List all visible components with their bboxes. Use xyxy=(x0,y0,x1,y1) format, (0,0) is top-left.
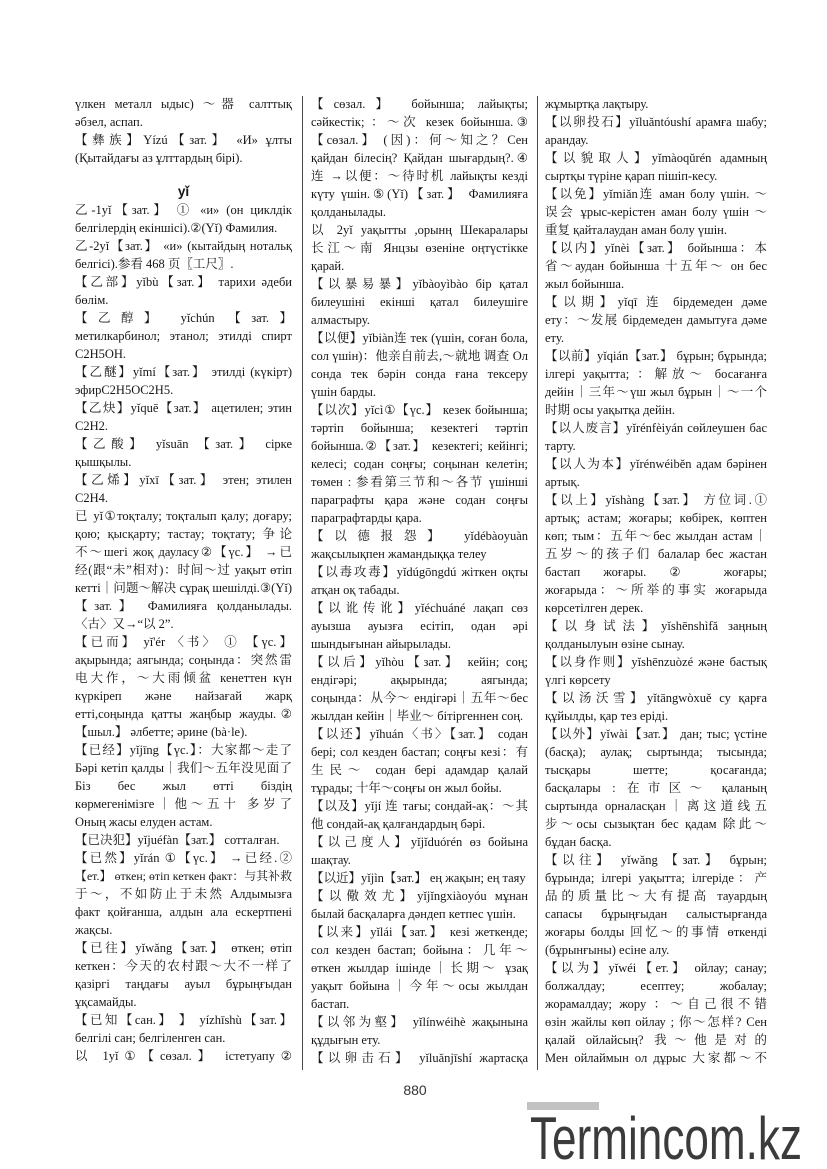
dictionary-entry xyxy=(311,401,528,527)
entry-line: 【以身作则】yǐshēnzuòzé және бастық xyxy=(545,655,767,669)
dictionary-entry xyxy=(545,113,767,149)
entry-line: (басқа); аулақ; сыртында; тысында; xyxy=(545,745,767,759)
dictionary-entry xyxy=(311,275,528,329)
dictionary-entry xyxy=(311,599,528,653)
logo-text: Termincom.kz xyxy=(530,1105,802,1166)
entry-line: 【已往】yǐwǎng【зат.】 өткен; өтіп xyxy=(75,941,292,955)
entry-line: қазіргі таңдағы ауыл бұрыңғыдан xyxy=(75,977,292,991)
entry-line: 【以讹传讹】yǐéchuáné лақап сөз xyxy=(311,601,528,615)
entry-line: құдығын ету. xyxy=(311,1033,381,1047)
entry-line: 生民～ содан бері адамдар қалай xyxy=(311,763,528,777)
entry-line: C2H5OH. xyxy=(75,347,127,361)
entry-line: жылдан кейін｜毕业～ бітіргеннен соң. xyxy=(311,709,524,723)
dictionary-entry xyxy=(311,887,528,923)
entry-line: 【以邻为壑】 yǐlínwéihè жақынына xyxy=(311,1015,528,1029)
entry-line: (Қытайдағы аз ұлттардың бірі). xyxy=(75,151,243,165)
entry-line: 【以往】 yǐwǎng 【зат.】 бұрын; xyxy=(545,853,767,867)
entry-line: атқан оқ табады. xyxy=(311,583,400,597)
dictionary-entry xyxy=(75,471,292,507)
entry-line: 【шыл.】 әлбетте; әрине (bà·le). xyxy=(75,725,248,739)
entry-line: 长江～南 Янцзы өзеніне оңтүстікке xyxy=(311,241,528,255)
entry-line: Бәрі кетіп қалды｜我们～五年没见面了 xyxy=(75,761,292,775)
entry-line: белгісі).参看 468 页〖工尺〗. xyxy=(75,257,234,271)
entry-line: әбзел, аспап. xyxy=(75,115,143,129)
entry-line: 【彝族】Yízú【зат.】 «И» ұлты xyxy=(75,133,292,147)
entry-line: үлкен металл ыдыс) ～器 салттық xyxy=(75,97,292,111)
dictionary-entry xyxy=(75,237,292,273)
dictionary-entry xyxy=(75,309,292,363)
entry-line: 【以貌取人】yǐmàoqǔrén адамның xyxy=(545,151,767,165)
entry-line: қарай. xyxy=(311,259,345,273)
dictionary-entry xyxy=(311,869,528,887)
dictionary-entry xyxy=(75,95,292,131)
entry-line: бастап жоғары. ② жоғары; xyxy=(545,565,767,579)
dictionary-entry xyxy=(545,347,767,419)
entry-line: 【以毒攻毒】yǐdúgōngdú жіткен оқты xyxy=(311,565,528,579)
entry-line: 【以内】yǐnèi【зат.】 бойынша：本 xyxy=(545,241,767,255)
entry-line: бұрында; ілгері уақытта; ілгеріде：产 xyxy=(545,871,767,885)
entry-line: 【以上】yǐshàng【зат.】 方位词.① xyxy=(545,493,767,507)
dictionary-entry xyxy=(545,455,767,491)
entry-line: 【以来】yǐlái【зат.】 кезі жеткенде; xyxy=(311,925,528,939)
entry-line: қолданылуын өзіне сынау. xyxy=(545,637,685,651)
entry-line: 连 →以便：～待时机 лайықты кезді xyxy=(311,169,528,183)
entry-line: өткен жылдар ішінде｜长期～ ұзақ xyxy=(311,961,528,975)
dictionary-entry xyxy=(311,797,528,833)
dictionary-entry xyxy=(75,741,292,831)
entry-line: ету：～发展 бірдемеден дамытуға дәме xyxy=(545,313,767,327)
entry-line: төмен : 参看第三节和～各节 үшінші xyxy=(311,475,528,489)
dictionary-entry xyxy=(311,1013,528,1049)
column-rule xyxy=(302,96,303,1070)
entry-line: 【以人废言】yǐrénfèiyán сөйлеушен бас xyxy=(545,421,767,435)
entry-line: 经(跟“未”相对)：时间～过 уақыт өтіп xyxy=(75,563,292,577)
entry-line: бастап. xyxy=(311,997,350,1011)
entry-line: ақырында; аягында; соңында：突然雷 xyxy=(75,653,292,667)
entry-line: сәйкестік; ：～次 кезек бойынша.③ xyxy=(311,115,528,129)
entry-line: 【乙炔】yǐquē【зат.】 ацетилен; этин xyxy=(75,401,292,415)
dictionary-entry xyxy=(75,507,292,633)
entry-line: 【以己度人】yǐjǐduórén өз бойына xyxy=(311,835,528,849)
dictionary-entry xyxy=(75,273,292,309)
entry-line: келесі; содан соңғы; соңынан келетін; xyxy=(311,457,528,471)
entry-line: 时期 осы уақытқа дейін. xyxy=(545,403,675,417)
entry-line: ендігәрі; ақырында; аягында; xyxy=(311,673,528,687)
entry-line: сонда тек бәрін сонда ғана тексеру xyxy=(311,367,528,381)
dictionary-entry xyxy=(75,131,292,167)
entry-line: 【以期】yǐqī 连 бірдемеден дәме xyxy=(545,295,767,309)
entry-line: артық; астам; жоғары; көбірек, көптен xyxy=(545,511,767,525)
entry-line: 乙-2yǐ【зат.】 «и» (кытайдың нотальқ xyxy=(75,239,292,253)
dictionary-entry xyxy=(545,239,767,293)
entry-line: Біз бес жыл өтті біздің xyxy=(75,779,292,793)
termincom-logo xyxy=(520,1096,816,1166)
entry-line: факт қойғанша, алдын ала ескертпені xyxy=(75,905,292,919)
entry-line: сол үшін)：他亲自前去,～就地 调查 Ол xyxy=(311,349,528,363)
dictionary-entry xyxy=(545,653,767,689)
dictionary-entry xyxy=(545,95,767,113)
entry-line: жақсылықпен жамандыққа телеу xyxy=(311,547,487,561)
entry-line: етті,соңында қатты жаңбыр жауды.② xyxy=(75,707,292,721)
entry-line: қайдан білесің? Қайдан шығардың?.④ xyxy=(311,151,528,165)
entry-line: 【已经】yǐjīng【үс.】：大家都～走了 xyxy=(75,743,292,757)
entry-line: арандау. xyxy=(545,133,589,147)
entry-line: 【以便】yǐbiàn连 тек (үшін, соған бола, xyxy=(311,331,528,345)
entry-line: 【以为】yǐwéi【ет.】 ойлау; санау; xyxy=(545,961,767,975)
entry-line: ауызша ауызға есітіп, одан әрі xyxy=(311,619,528,633)
column-left xyxy=(75,95,292,1065)
entry-line: шындығынан айырылады. xyxy=(311,637,452,651)
dictionary-entry xyxy=(545,959,767,1067)
entry-line: дейін｜三年～үш жыл бұрын｜～一个 xyxy=(545,385,767,399)
entry-line: қалай ойлайсың? 我～他是对的 xyxy=(545,1033,767,1047)
entry-line: Мен ойлаймын ол дұрыс 大家都～不 xyxy=(545,1051,767,1065)
entry-line: 重复 қайталаудан аман болу үшін. xyxy=(545,223,728,237)
entry-line: Оның жасы елуден астам. xyxy=(75,815,213,829)
section-heading: yǐ xyxy=(177,184,190,199)
entry-line: 五岁～的孩子们 балалар бес жастан xyxy=(545,547,767,561)
entry-line: 【ет.】 өткен; өтіп кеткен факт：与其补救 xyxy=(75,869,292,883)
entry-line: 【以后】yǐhòu【зат.】 кейін; соң; xyxy=(311,655,528,669)
dictionary-entry xyxy=(311,329,528,401)
entry-line: ілгері уақытта; ：解放～ босағанға xyxy=(545,367,767,381)
entry-line: тұрады; 十年～соңғы он жыл бойы. xyxy=(311,781,502,795)
entry-line: былай басқаларға дәндеп кетпес үшін. xyxy=(311,907,516,921)
dictionary-entry xyxy=(311,1049,528,1067)
entry-line: бұдан басқа. xyxy=(545,835,612,849)
entry-line: C2H4. xyxy=(75,491,108,505)
entry-line: 【以身试法】yǐshēnshìfǎ заңның xyxy=(545,619,767,633)
entry-line: жұмыртқа лақтыру. xyxy=(545,97,649,111)
entry-line: 【以卵投石】yǐluǎntóushí арамға шабу; xyxy=(545,115,767,129)
dictionary-entry xyxy=(75,1011,292,1047)
entry-line: тысқары шетте; қосағанда; xyxy=(545,763,767,777)
dictionary-entry xyxy=(75,849,292,939)
column-right xyxy=(545,95,767,1067)
entry-line: артық. xyxy=(545,475,580,489)
dictionary-entry xyxy=(311,527,528,563)
dictionary-entry xyxy=(75,435,292,471)
dictionary-entry xyxy=(75,201,292,237)
entry-line: күркіреп және найзағай жарқ xyxy=(75,689,292,703)
entry-line: кетті｜问题～解决 сұрақ шешілді.③(Yǐ) xyxy=(75,581,292,595)
entry-line: шақтау. xyxy=(311,853,351,867)
entry-line: метилкарбинол; этанол; этилді спирт xyxy=(75,329,292,343)
entry-line: 【乙醇】 yǐchún 【зат.】 xyxy=(75,311,292,325)
entry-line: жоғарыда：～所举的事实 жоғарыда xyxy=(545,583,767,597)
entry-line: белгілердің екіншісі).②(Yǐ) Фамилия. xyxy=(75,221,278,235)
entry-line: 误会 ұрыс-керістен аман болу үшін ～ xyxy=(545,205,767,219)
dictionary-entry xyxy=(545,689,767,725)
entry-line: тәртіп бойынша; кезектегі тәртіп xyxy=(311,421,528,435)
entry-line: күту үшін.⑤(Yǐ)【зат.】 Фамилияға xyxy=(311,187,528,201)
entry-line: ұқсамайды. xyxy=(75,995,137,1009)
column-middle xyxy=(311,95,528,1067)
entry-line: 【以汤沃雪】yǐtāngwòxuě су қарға xyxy=(545,691,767,705)
entry-line: жоғары болды 回忆～的事情 өткенді xyxy=(545,925,767,939)
entry-line: ету. xyxy=(545,331,564,345)
entry-line: басқалары : 在市区～ қаланың xyxy=(545,781,767,795)
entry-line: сол кезден бастап; бойына：几年～ xyxy=(311,943,528,957)
dictionary-entry xyxy=(75,1047,292,1065)
entry-line: сыртқы түріне қарап пішіп-кесу. xyxy=(545,169,718,183)
entry-line: 电大作，～大雨倾盆 кенеттен күн xyxy=(75,671,292,685)
entry-line: 【已决犯】yǐjuéfàn【зат.】 сотталған. xyxy=(75,833,280,847)
dictionary-entry xyxy=(311,221,528,275)
entry-line: 【乙烯】yǐxī【зат.】 этен; этилен xyxy=(75,473,292,487)
entry-line: билеушіні екінші қатал билеушіге xyxy=(311,295,528,309)
entry-line: сыртында орналасқан｜离这道线五 xyxy=(545,799,767,813)
entry-line: құйылды, қар тез еріді. xyxy=(545,709,669,723)
entry-line: 不～шегі жоқ дауласу②【үс.】 →已 xyxy=(75,545,292,559)
entry-line: үлгі көрсету xyxy=(545,673,611,687)
entry-line: көрсетілген дерек. xyxy=(545,601,644,615)
entry-line: 【以儆效尤】yǐjǐngxiàoyóu мұнан xyxy=(311,889,528,903)
entry-line: көрмегенімізге｜他～五十 多岁了 xyxy=(75,797,292,811)
dictionary-entry xyxy=(545,725,767,851)
entry-line: 他 сондай-ақ қалғандардың бәрі. xyxy=(311,817,486,831)
entry-line: 以 2yǐ уақытты ,орынң Шекаралары xyxy=(311,223,528,237)
entry-line: жыл бойынша. xyxy=(545,277,625,291)
entry-line: жорамалдау; жору ：～自己很不错 xyxy=(545,997,767,1011)
entry-line: 品的质量比～大有提高 тауардың xyxy=(545,889,767,903)
entry-line: 省～аудан бойынша 十五年～ он бес xyxy=(545,259,767,273)
dictionary-entry xyxy=(311,563,528,599)
entry-line: 以 1yǐ①【сөзал.】 істетуапу② xyxy=(75,1049,292,1063)
entry-line: қою; қысқарту; тастау; тоқтату; 争论 xyxy=(75,527,292,541)
entry-line: 步～осы сызықтан бес қадам 除此～ xyxy=(545,817,767,831)
dictionary-entry xyxy=(75,939,292,1011)
entry-line: 【以免】yǐmiǎn连 аман болу үшін. ～ xyxy=(545,187,767,201)
entry-line: 于～，不如防止于未然 Алдымызға xyxy=(75,887,292,901)
entry-line: соңында：从今～ ендігәрі｜五年～бес xyxy=(311,691,528,705)
entry-line: 【已然】yǐrán ①【үс.】 →已经.② xyxy=(75,851,292,865)
entry-line: алмастыру. xyxy=(311,313,370,327)
entry-line: 【зат.】 Фамилияға қолданылады. xyxy=(75,599,292,613)
dictionary-entry xyxy=(311,653,528,725)
entry-line: болжалдау; есептеу; жобалау; xyxy=(545,979,767,993)
entry-line: 【乙酸】 yǐsuān 【зат.】 сірке xyxy=(75,437,292,451)
entry-line: 【сөзал.】 бойынша; лайықты; xyxy=(311,97,528,111)
entry-line: қолданылады. xyxy=(311,205,387,219)
dictionary-entry xyxy=(75,633,292,741)
entry-line: 乙-1yǐ【зат.】 ① «и» (он циклдік xyxy=(75,203,292,217)
dictionary-entry xyxy=(311,833,528,869)
entry-line: көп; тым：五年～бес жылдан астам｜ xyxy=(545,529,767,543)
entry-line: 【以人为本】yǐrénwéiběn адам бәрінен xyxy=(545,457,767,471)
dictionary-entry xyxy=(545,419,767,455)
entry-line: 【以前】yǐqián【зат.】 бұрын; бұрында; xyxy=(545,349,767,363)
dictionary-entry xyxy=(545,149,767,185)
entry-line: C2H2. xyxy=(75,419,108,433)
entry-line: бөлім. xyxy=(75,293,109,307)
entry-line: 【以还】yǐhuán〈书〉【зат.】 содан xyxy=(311,727,528,741)
entry-line: параграфты қара және содан соңғы xyxy=(311,493,528,507)
dictionary-entry xyxy=(545,491,767,617)
entry-line: 【已知【сан.】 】 yízhīshù【зат.】 xyxy=(75,1013,292,1027)
entry-line: тарту. xyxy=(545,439,576,453)
entry-line: жақсы. xyxy=(75,923,113,937)
entry-line: 【сөзал.】 (因)：何～知之？Сен xyxy=(311,133,528,147)
entry-line: кеткен：今天的农村跟～大不一样了 xyxy=(75,959,292,973)
entry-line: эфирC2H5OC2H5. xyxy=(75,383,174,397)
entry-line: 【以次】yǐcì①【үс.】 кезек бойынша; xyxy=(311,403,528,417)
dictionary-entry xyxy=(311,923,528,1013)
entry-line: (бұрынғыны) есіне алу. xyxy=(545,943,670,957)
dictionary-entry xyxy=(75,363,292,399)
entry-line: 【以及】yǐjí 连 тағы; сондай-ақ：～其 xyxy=(311,799,528,813)
column-rule xyxy=(537,96,538,1070)
entry-line: 【乙部】yǐbù【зат.】 тарихи әдеби xyxy=(75,275,292,289)
entry-line: қышқылы. xyxy=(75,455,132,469)
entry-line: 【以暴易暴】yǐbàoyìbào бір қатал xyxy=(311,277,528,291)
dictionary-entry xyxy=(311,725,528,797)
entry-line: 【以德报怨】 yǐdébàoyuàn xyxy=(311,529,528,543)
entry-line: үшін барды. xyxy=(311,385,377,399)
dictionary-entry xyxy=(75,831,292,849)
entry-line: 【以近】yǐjìn【зат.】 ең жақын; ең таяу xyxy=(311,871,526,885)
entry-line: өзін жайлы көп ойлау ; 你～怎样? Сен xyxy=(545,1015,767,1029)
entry-line: бойынша.②【зат.】 кезектегі; кейінгі; xyxy=(311,439,528,453)
entry-line: сапасы бұрыңғыдан салыстырғанда xyxy=(545,907,767,921)
dictionary-entry xyxy=(75,399,292,435)
page-number: 880 xyxy=(403,1082,427,1098)
dictionary-entry xyxy=(545,185,767,239)
entry-line: уақыт бойына｜今年～осы жылдан xyxy=(311,979,528,993)
entry-line: параграфтарды қара. xyxy=(311,511,422,525)
dictionary-entry xyxy=(311,95,528,221)
entry-line: 【已而】 yǐ'ér 〈书〉 ① 【үс.】 xyxy=(75,635,292,649)
entry-line: 【以卵击石】 yǐluǎnjīshí жартасқа xyxy=(311,1051,528,1065)
dictionary-entry xyxy=(545,617,767,653)
entry-line: 【以外】yǐwài【зат.】 дан; тыс; үстіне xyxy=(545,727,767,741)
dictionary-entry xyxy=(545,293,767,347)
entry-line: 已 yǐ①тоқталу; тоқталып қалу; доғару; xyxy=(75,509,292,523)
entry-line: 【乙醚】yǐmí【зат.】 этилді (күкірт) xyxy=(75,365,292,379)
dictionary-entry xyxy=(545,851,767,959)
entry-line: 〈古〉又→“以 2”. xyxy=(75,617,174,631)
entry-line: белгілі сан; белгіленген сан. xyxy=(75,1031,226,1045)
entry-line: бері; сол кезден бастап; соңғы кезі：有 xyxy=(311,745,528,759)
